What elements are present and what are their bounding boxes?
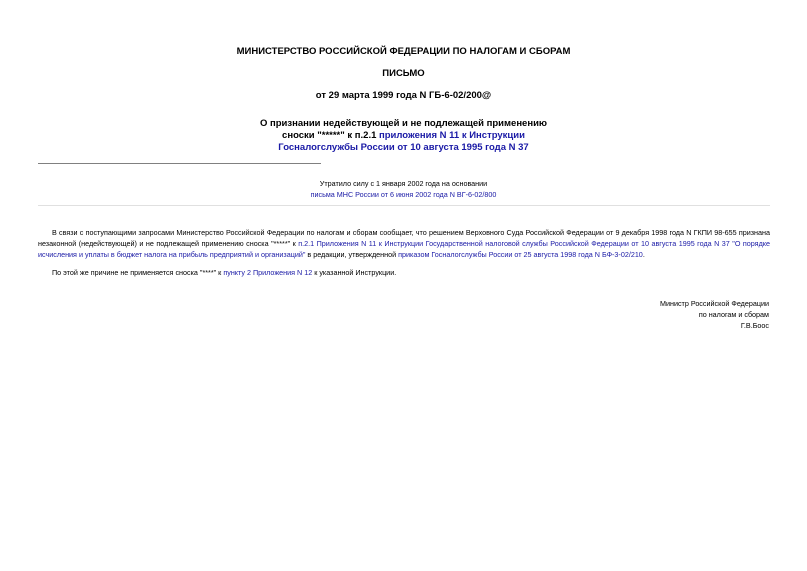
title-link-appendix[interactable]: приложения N 11 к Инструкции	[379, 130, 525, 141]
paragraph-text: .	[642, 250, 645, 259]
body-paragraph-2	[38, 267, 770, 278]
document-title-line-2	[0, 130, 807, 142]
link-order[interactable]: приказом Госналогслужбы России от 25 августа 1998 года N БФ-3-02/210	[398, 250, 643, 259]
title-text: сноски "*****" к п.2.1	[282, 130, 380, 141]
paragraph-text: В связи с поступающими запросами Министерство Российской Федерации по налогам и сборам сообщает, что решением Верховного Суда Российской Федерации от 9 декабря 1998 года N ГКПИ 98-655 признана незаконной (недействующей) и не подлежащей применению сноска "*****" к	[38, 228, 770, 248]
link-appendix-11[interactable]: п.2.1 Приложения N 11 к Инструкции Государственной налоговой службы Российской Федерации от 10 августа 1995 года N 37 "О порядке исчисления и уплаты в бюджет налога на прибыль предприятий и организаций"	[38, 239, 770, 259]
signature-name: Г.В.Боос	[740, 321, 769, 330]
document-title-line-1: О признании недействующей и не подлежащей применению	[259, 118, 548, 129]
paragraph-text: в редакции, утвержденной	[305, 250, 399, 259]
link-appendix-12[interactable]: пункту 2 Приложения N 12	[223, 268, 313, 277]
title-divider	[38, 163, 321, 164]
paragraph-text: к указанной Инструкции.	[312, 268, 397, 277]
title-link-instruction[interactable]: Госналогслужбы России от 10 августа 1995 года N 37	[278, 142, 529, 153]
document-type: ПИСЬМО	[382, 68, 425, 79]
paragraph-text: По этой же причине не применяется сноска "****" к	[52, 268, 224, 277]
expired-basis	[0, 190, 807, 199]
expired-notice: Утратило силу с 1 января 2002 года на основании	[319, 179, 488, 188]
body-paragraph-1	[38, 227, 770, 260]
ministry-heading: МИНИСТЕРСТВО РОССИЙСКОЙ ФЕДЕРАЦИИ ПО НАЛОГАМ И СБОРАМ	[236, 46, 571, 57]
signature-department: по налогам и сборам	[698, 310, 769, 319]
document-title-line-3	[0, 142, 807, 154]
signature-title: Министр Российской Федерации	[659, 299, 769, 308]
section-divider	[38, 205, 770, 206]
document-date-number: от 29 марта 1999 года N ГБ-6-02/200@	[315, 90, 492, 101]
expired-basis-link[interactable]: письма МНС России от 6 июня 2002 года N ВГ-6-02/800	[310, 190, 497, 199]
